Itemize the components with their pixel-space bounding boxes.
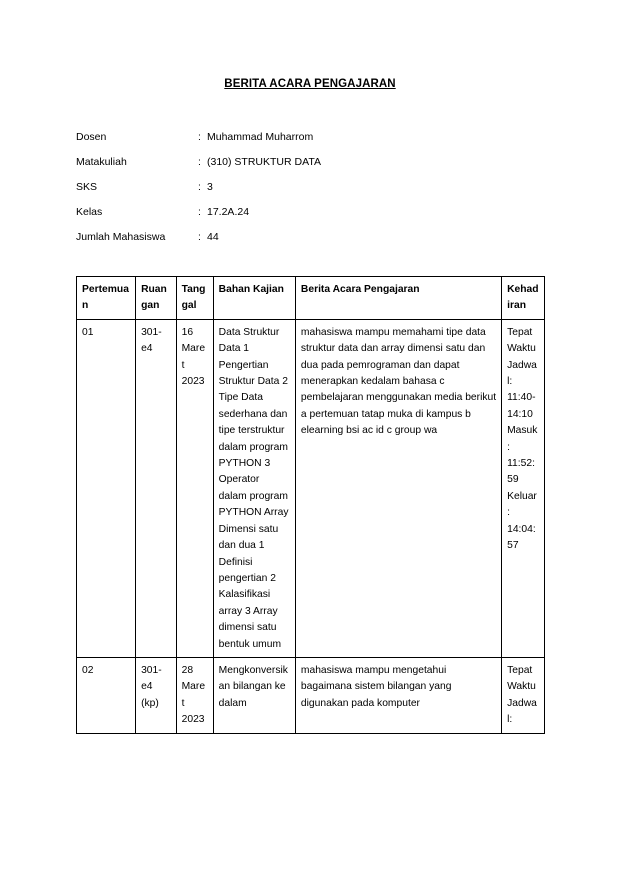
- document-title: BERITA ACARA PENGAJARAN: [224, 78, 396, 90]
- cell-pertemuan: 02: [77, 657, 136, 733]
- course-info: [76, 130, 536, 255]
- info-row-sks: [76, 180, 536, 205]
- cell-bahan-kajian: Mengkonversikan bilangan ke dalam: [213, 657, 295, 733]
- info-value: 44: [207, 231, 219, 243]
- cell-berita-acara: mahasiswa mampu memahami tipe data struktur data dan array dimensi satu dan dua pada pemrograman dan dapat menerapkan kedalam bahasa c pembelajaran menggunakan media berikut a pertemuan tatap muka di kampus b elearning bsi ac id c group wa: [295, 319, 501, 657]
- info-colon: :: [198, 131, 201, 143]
- info-label: Kelas: [76, 206, 103, 218]
- info-colon: :: [198, 156, 201, 168]
- cell-tanggal: 28 Maret 2023: [176, 657, 213, 733]
- info-value: Muhammad Muharrom: [207, 131, 314, 143]
- cell-berita-acara: mahasiswa mampu mengetahui bagaimana sistem bilangan yang digunakan pada komputer: [295, 657, 501, 733]
- info-value: (310) STRUKTUR DATA: [207, 156, 321, 168]
- info-colon: :: [198, 231, 201, 243]
- header-kehadiran: Kehadiran: [502, 277, 545, 320]
- cell-pertemuan: 01: [77, 319, 136, 657]
- info-row-dosen: [76, 130, 536, 155]
- info-row-matakuliah: [76, 155, 536, 180]
- header-pertemuan: Pertemuan: [77, 277, 136, 320]
- berita-acara-table: [76, 276, 545, 734]
- cell-kehadiran: Tepat Waktu Jadwal:: [502, 657, 545, 733]
- info-value: 3: [207, 181, 213, 193]
- info-label: Dosen: [76, 131, 107, 143]
- cell-kehadiran: Tepat Waktu Jadwal: 11:40-14:10 Masuk: 11:52:59 Keluar: 14:04:57: [502, 319, 545, 657]
- table-header-row: [77, 277, 545, 320]
- info-colon: :: [198, 206, 201, 218]
- header-berita-acara: Berita Acara Pengajaran: [295, 277, 501, 320]
- cell-ruangan: 301-e4: [136, 319, 177, 657]
- info-label: Jumlah Mahasiswa: [76, 231, 166, 243]
- info-row-kelas: [76, 205, 536, 230]
- info-colon: :: [198, 181, 201, 193]
- info-label: SKS: [76, 181, 98, 193]
- header-ruangan: Ruangan: [136, 277, 177, 320]
- header-tanggal: Tanggal: [176, 277, 213, 320]
- info-row-jumlah-mahasiswa: [76, 230, 536, 255]
- table-row: [77, 657, 545, 733]
- info-value: 17.2A.24: [207, 206, 250, 218]
- cell-bahan-kajian: Data Struktur Data 1 Pengertian Struktur Data 2 Tipe Data sederhana dan tipe terstruktur dalam program PYTHON 3 Operator dalam program PYTHON Array Dimensi satu dan dua 1 Definisi pengertian 2 Kalasifikasi array 3 Array dimensi satu bentuk umum: [213, 319, 295, 657]
- cell-ruangan: 301-e4 (kp): [136, 657, 177, 733]
- header-bahan-kajian: Bahan Kajian: [213, 277, 295, 320]
- table-row: [77, 319, 545, 657]
- cell-tanggal: 16 Maret 2023: [176, 319, 213, 657]
- info-label: Matakuliah: [76, 156, 127, 168]
